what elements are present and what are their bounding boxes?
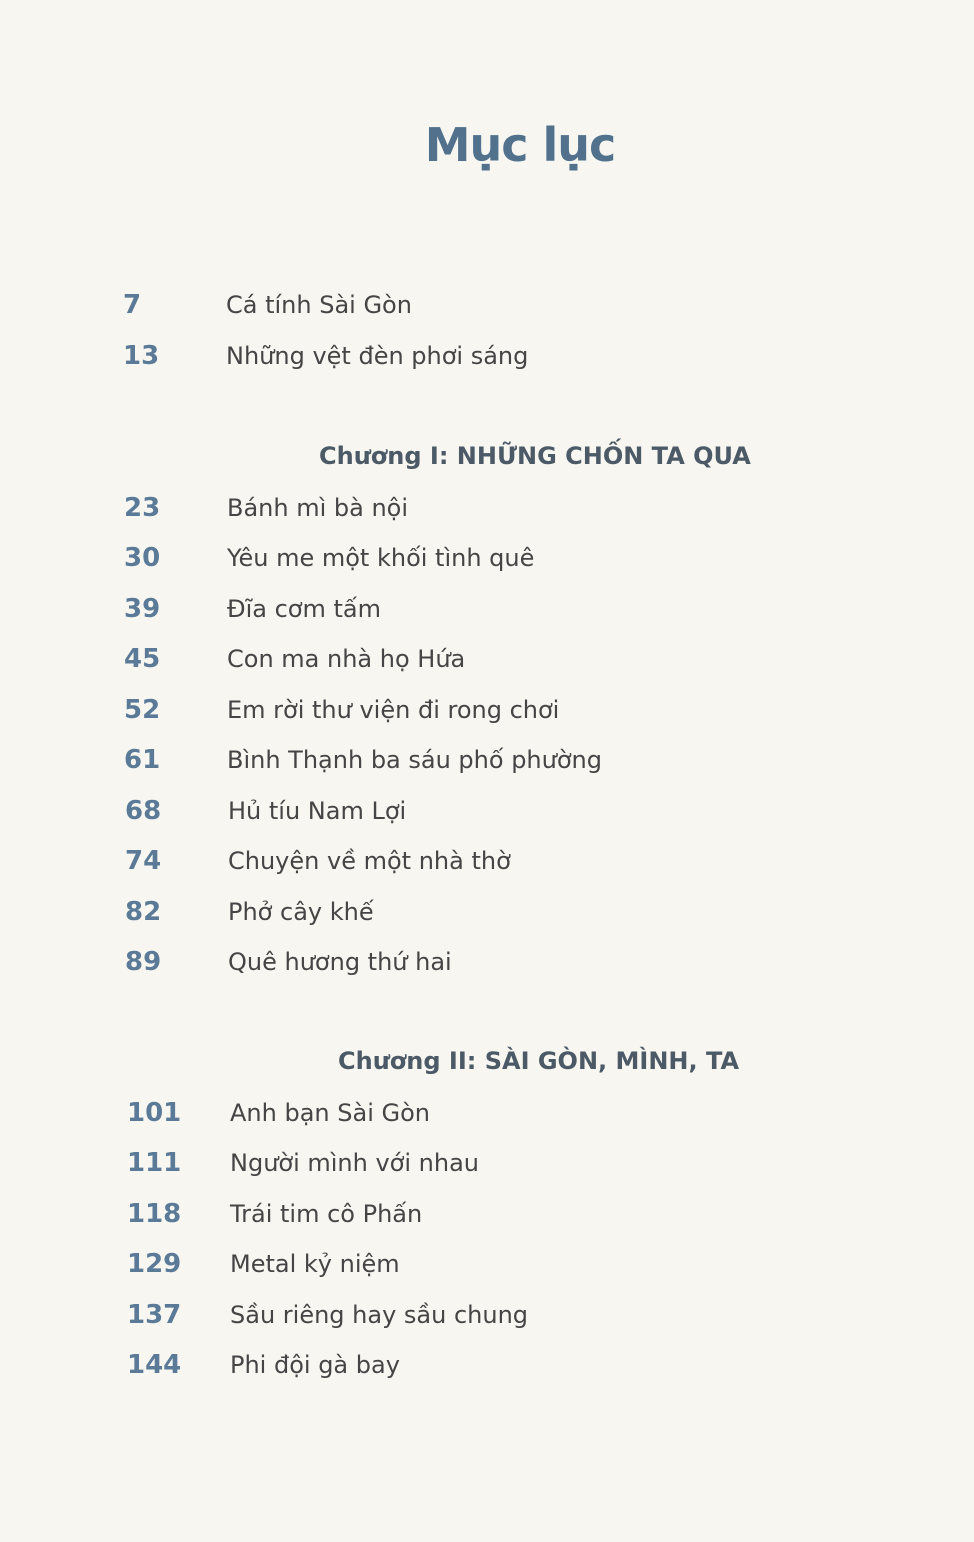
page-number: 129 (127, 1249, 182, 1279)
entry-title: Anh bạn Sài Gòn (230, 1099, 430, 1127)
page-number: 45 (124, 644, 161, 674)
page-number: 68 (125, 796, 162, 826)
entry-title: Chuyện về một nhà thờ (228, 847, 511, 875)
entry-title: Yêu me một khối tình quê (227, 544, 535, 572)
chapter-heading: Chương I: NHỮNG CHỐN TA QUA (319, 442, 751, 470)
page-number: 23 (124, 493, 161, 523)
page-number: 13 (123, 341, 160, 371)
page-number: 89 (125, 947, 162, 977)
entry-title: Bánh mì bà nội (227, 494, 409, 522)
page-number: 52 (124, 695, 161, 725)
page-title: Mục lục (424, 118, 616, 172)
entry-title: Phở cây khế (228, 898, 374, 926)
entry-title: Đĩa cơm tấm (227, 595, 381, 623)
page-number: 101 (127, 1098, 182, 1128)
page-number: 82 (125, 897, 162, 927)
page-number: 137 (127, 1300, 182, 1330)
entry-title: Những vệt đèn phơi sáng (226, 342, 529, 370)
entry-title: Bình Thạnh ba sáu phố phường (227, 746, 602, 774)
page-number: 118 (127, 1199, 182, 1229)
entry-title: Em rời thư viện đi rong chơi (227, 696, 560, 724)
page-number: 39 (124, 594, 161, 624)
entry-title: Con ma nhà họ Hứa (227, 645, 466, 673)
page-number: 144 (127, 1350, 182, 1380)
page-number: 7 (123, 290, 142, 320)
entry-title: Người mình với nhau (230, 1149, 479, 1177)
chapter-heading: Chương II: SÀI GÒN, MÌNH, TA (338, 1047, 740, 1075)
entry-title: Cá tính Sài Gòn (226, 291, 412, 319)
page-number: 61 (124, 745, 161, 775)
entry-title: Quê hương thứ hai (228, 948, 452, 976)
entry-title: Metal kỷ niệm (230, 1250, 400, 1278)
entry-title: Phi đội gà bay (230, 1351, 400, 1379)
entry-title: Sầu riêng hay sầu chung (230, 1301, 529, 1329)
page-number: 111 (127, 1148, 182, 1178)
entry-title: Hủ tíu Nam Lợi (228, 797, 407, 825)
entry-title: Trái tim cô Phấn (230, 1200, 423, 1228)
page-number: 74 (125, 846, 162, 876)
page-number: 30 (124, 543, 161, 573)
